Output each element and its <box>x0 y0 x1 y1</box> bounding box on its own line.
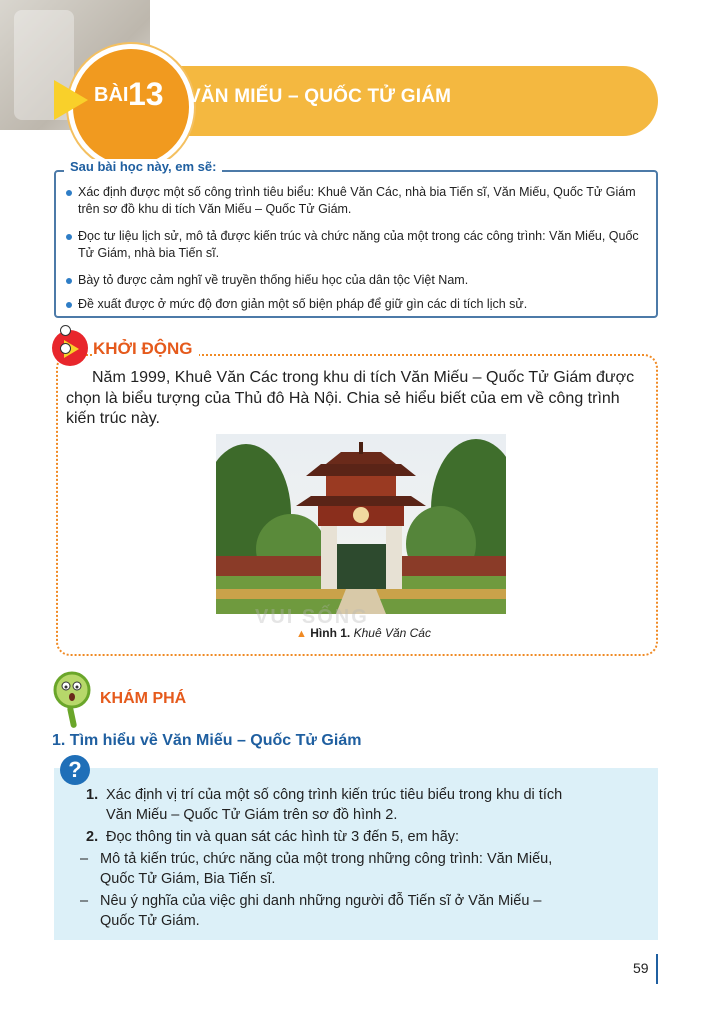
dash-item-text: Mô tả kiến trúc, chức năng của một trong những công trình: Văn Miếu, <box>100 851 553 867</box>
lesson-label: BÀI <box>94 84 129 106</box>
caption-triangle-icon: ▲ <box>296 628 307 640</box>
question-number: 1. <box>86 787 99 803</box>
bullet-icon <box>66 278 72 284</box>
question-icon: ? <box>60 755 90 785</box>
explore-title: KHÁM PHÁ <box>100 690 187 707</box>
lesson-badge-arrow-icon <box>54 80 88 120</box>
figure-caption: ▲ Hình 1. Khuê Văn Các <box>296 626 431 640</box>
question-text: Văn Miếu – Quốc Tử Giám trên sơ đồ hình 2. <box>106 807 398 823</box>
watermark: VUI SỐNG <box>255 606 369 628</box>
dash-item-text: Quốc Tử Giám. <box>100 913 200 929</box>
question-text: Đọc thông tin và quan sát các hình từ 3 đến 5, em hãy: <box>106 829 460 845</box>
bullet-icon <box>66 190 72 196</box>
objective-item: Bày tỏ được cảm nghĩ về truyền thống hiếu học của dân tộc Việt Nam. <box>66 272 650 289</box>
question-text: Xác định vị trí của một số công trình kiến trúc tiêu biểu trong khu di tích <box>106 787 563 803</box>
start-title: KHỞI ĐỘNG <box>93 339 199 359</box>
question-number: 2. <box>86 829 99 845</box>
mascot-eyes-icon <box>60 323 82 335</box>
page-number-bar <box>656 954 658 984</box>
objectives-title: Sau bài học này, em sẽ: <box>64 159 222 174</box>
dash-marker: – <box>80 851 89 867</box>
khue-van-cac-photo <box>216 434 506 614</box>
bullet-icon <box>66 302 72 308</box>
bullet-icon <box>66 234 72 240</box>
objective-item: Xác định được một số công trình tiêu biểu: Khuê Văn Các, nhà bia Tiến sĩ, Văn Miếu, Quốc Tử Giám trên sơ đồ khu di tích Văn Miếu – Quốc Tử Giám. <box>66 184 650 218</box>
objective-item: Đề xuất được ở mức độ đơn giản một số biện pháp để giữ gìn các di tích lịch sử. <box>66 296 650 313</box>
dash-marker: – <box>80 893 89 909</box>
magnifier-mascot-icon <box>52 668 96 730</box>
start-text: Năm 1999, Khuê Văn Các trong khu di tích Văn Miếu – Quốc Tử Giám được chọn là biểu tượng của Thủ đô Hà Nội. Chia sẻ hiểu biết của em về công trình kiến trúc này. <box>66 369 635 427</box>
dash-item-text: Quốc Tử Giám, Bia Tiến sĩ. <box>100 871 276 887</box>
page-number: 59 <box>633 960 649 976</box>
lesson-title: VĂN MIẾU – QUỐC TỬ GIÁM <box>188 86 452 107</box>
objective-item: Đọc tư liệu lịch sử, mô tả được kiến trúc và chức năng của một trong các công trình: Văn Miếu, Quốc Tử Giám, nhà bia Tiến sĩ. <box>66 228 650 262</box>
lesson-number: 13 <box>128 76 164 112</box>
section-heading: 1. Tìm hiểu về Văn Miếu – Quốc Tử Giám <box>52 732 362 749</box>
dash-item-text: Nêu ý nghĩa của việc ghi danh những người đỗ Tiến sĩ ở Văn Miếu – <box>100 893 542 909</box>
